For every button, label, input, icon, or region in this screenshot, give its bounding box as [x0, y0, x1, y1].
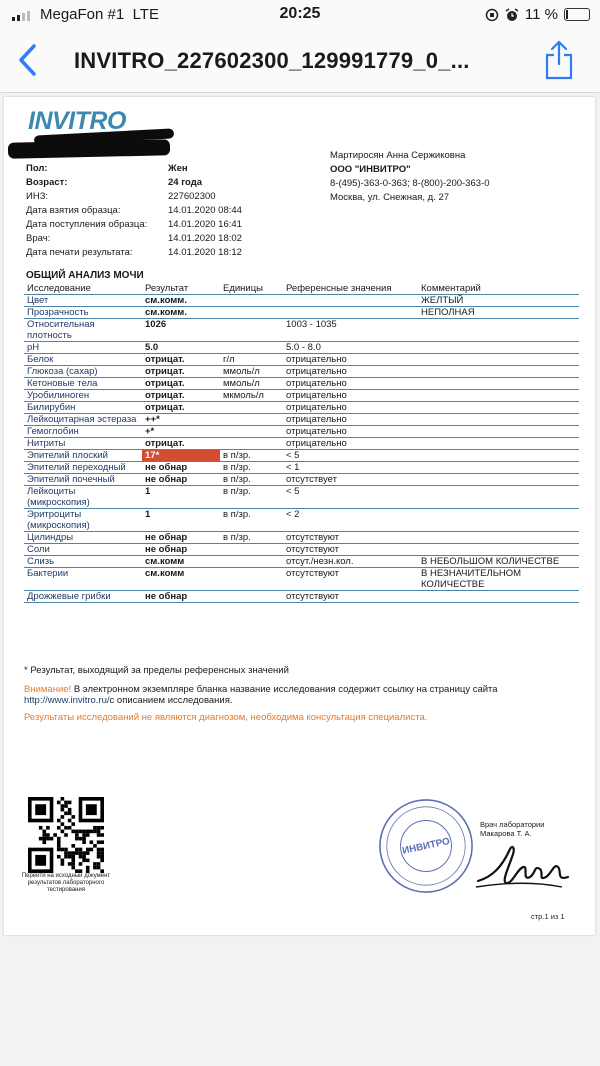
- status-icons: [485, 6, 590, 23]
- result-reference: отсутствуют: [283, 591, 409, 603]
- result-value: см.комм: [142, 568, 220, 591]
- result-test-name[interactable]: Глюкоза (сахар): [24, 366, 142, 378]
- result-test-name[interactable]: Уробилиноген: [24, 390, 142, 402]
- carrier-label: MegaFon #1 LTE: [40, 6, 159, 23]
- disclaimer: Результаты исследований не являются диагнозом, необходима консультация специалиста.: [24, 712, 428, 723]
- table-row: [24, 390, 579, 402]
- result-unit: [220, 438, 283, 450]
- result-reference: < 1: [283, 462, 409, 474]
- result-unit: [220, 591, 283, 603]
- notice-tail: с описанием исследования.: [109, 695, 233, 706]
- result-test-name[interactable]: Цилиндры: [24, 532, 142, 544]
- doctor-info: [480, 820, 544, 838]
- result-value: отрицат.: [142, 402, 220, 414]
- result-value: отрицат.: [142, 438, 220, 450]
- result-test-name[interactable]: Эпителий переходный: [24, 462, 142, 474]
- patient-field-value: 227602300: [168, 191, 216, 202]
- result-test-name[interactable]: Лейкоциты (микроскопия): [24, 486, 142, 509]
- result-test-name[interactable]: Эпителий почечный: [24, 474, 142, 486]
- orientation-lock-icon: [485, 8, 499, 22]
- table-row: [24, 319, 579, 342]
- result-comment: [409, 450, 579, 462]
- result-test-name[interactable]: Дрожжевые грибки: [24, 591, 142, 603]
- result-unit: [220, 402, 283, 414]
- result-value: не обнар: [142, 474, 220, 486]
- result-reference: [283, 307, 409, 319]
- result-value: не обнар: [142, 532, 220, 544]
- table-row: [24, 474, 579, 486]
- result-test-name[interactable]: Эпителий плоский: [24, 450, 142, 462]
- result-reference: отрицательно: [283, 354, 409, 366]
- result-comment: [409, 462, 579, 474]
- result-reference: отсутствуют: [283, 568, 409, 591]
- result-unit: [220, 426, 283, 438]
- result-unit: в п/зр.: [220, 474, 283, 486]
- result-comment: [409, 390, 579, 402]
- patient-field-value: 14.01.2020 16:41: [168, 219, 242, 230]
- qr-caption: Перейти на исходный документ результатов лабораторного тестирования: [21, 873, 111, 893]
- result-test-name[interactable]: Белок: [24, 354, 142, 366]
- patient-field-value: 14.01.2020 08:44: [168, 205, 242, 216]
- patient-field-value: 24 года: [168, 177, 203, 188]
- result-comment: [409, 509, 579, 532]
- table-row: [24, 462, 579, 474]
- result-unit: ммоль/л: [220, 366, 283, 378]
- lab-company: ООО "ИНВИТРО": [330, 164, 411, 175]
- alarm-icon: [505, 8, 519, 22]
- result-value: отрицат.: [142, 354, 220, 366]
- battery-icon: [564, 8, 590, 21]
- document-title: INVITRO_227602300_129991779_0_...: [74, 48, 470, 73]
- redaction-mark: [8, 139, 170, 158]
- result-unit: [220, 295, 283, 307]
- result-comment: [409, 319, 579, 342]
- patient-field-label: Врач:: [26, 233, 51, 244]
- page-number: стр.1 из 1: [531, 912, 565, 921]
- table-row: [24, 438, 579, 450]
- table-row: [24, 414, 579, 426]
- table-row: [24, 342, 579, 354]
- result-reference: < 5: [283, 486, 409, 509]
- result-test-name[interactable]: Эритроциты (микроскопия): [24, 509, 142, 532]
- result-comment: [409, 544, 579, 556]
- table-row: [24, 532, 579, 544]
- result-comment: [409, 414, 579, 426]
- col-test: Исследование: [24, 282, 142, 295]
- result-value: 1: [142, 509, 220, 532]
- result-test-name[interactable]: Слизь: [24, 556, 142, 568]
- result-value: 5.0: [142, 342, 220, 354]
- result-reference: отсутствуют: [283, 532, 409, 544]
- patient-field-label: Дата печати результата:: [26, 247, 133, 258]
- result-unit: в п/зр.: [220, 532, 283, 544]
- patient-field-value: 14.01.2020 18:02: [168, 233, 242, 244]
- doctor-title: Врач лаборатории: [480, 820, 545, 829]
- patient-field-label: Пол:: [26, 163, 48, 174]
- result-test-name[interactable]: Лейкоцитарная эстераза: [24, 414, 142, 426]
- table-row: [24, 450, 579, 462]
- result-test-name[interactable]: Бактерии: [24, 568, 142, 591]
- result-comment: [409, 402, 579, 414]
- result-reference: отрицательно: [283, 366, 409, 378]
- result-unit: [220, 342, 283, 354]
- result-value: не обнар: [142, 544, 220, 556]
- result-reference: < 5: [283, 450, 409, 462]
- patient-field-label: Дата поступления образца:: [26, 219, 148, 230]
- clock: 20:25: [279, 5, 321, 22]
- result-reference: отрицательно: [283, 414, 409, 426]
- battery-percent: 11 %: [524, 6, 558, 23]
- signature: [472, 837, 572, 897]
- section-title: ОБЩИЙ АНАЛИЗ МОЧИ: [26, 270, 144, 281]
- result-reference: отрицательно: [283, 390, 409, 402]
- result-value: 1026: [142, 319, 220, 342]
- result-unit: [220, 556, 283, 568]
- result-reference: отрицательно: [283, 402, 409, 414]
- table-row: [24, 378, 579, 390]
- result-comment: [409, 426, 579, 438]
- result-value: ++*: [142, 414, 220, 426]
- table-row: [24, 295, 579, 307]
- lab-stamp: [377, 797, 475, 895]
- invitro-logo: INVITRO: [28, 107, 126, 135]
- result-value: отрицат.: [142, 378, 220, 390]
- table-header: [24, 282, 579, 295]
- result-comment: НЕПОЛНАЯ: [409, 307, 579, 319]
- result-comment: [409, 354, 579, 366]
- patient-field-label: Возраст:: [26, 177, 68, 188]
- result-comment: В НЕБОЛЬШОМ КОЛИЧЕСТВЕ: [409, 556, 579, 568]
- result-unit: в п/зр.: [220, 450, 283, 462]
- result-test-name[interactable]: Билирубин: [24, 402, 142, 414]
- result-reference: отсутствует: [283, 474, 409, 486]
- notice-label: Внимание!: [24, 684, 72, 695]
- result-test-name[interactable]: Цвет: [24, 295, 142, 307]
- result-value: не обнар: [142, 462, 220, 474]
- result-comment: [409, 438, 579, 450]
- result-test-name[interactable]: Нитриты: [24, 438, 142, 450]
- result-test-name[interactable]: pH: [24, 342, 142, 354]
- result-unit: [220, 414, 283, 426]
- status-bar: [0, 0, 600, 30]
- result-reference: отсут./незн.кол.: [283, 556, 409, 568]
- col-comment: Комментарий: [409, 282, 579, 295]
- table-row: [24, 307, 579, 319]
- result-value: не обнар: [142, 591, 220, 603]
- table-row: [24, 568, 579, 591]
- result-value: отрицат.: [142, 390, 220, 402]
- table-row: [24, 366, 579, 378]
- result-comment: [409, 378, 579, 390]
- result-unit: [220, 307, 283, 319]
- result-comment: [409, 342, 579, 354]
- result-comment: [409, 591, 579, 603]
- patient-field-value: Жен: [168, 163, 188, 174]
- result-value: отрицат.: [142, 366, 220, 378]
- patient-field-label: ИНЗ:: [26, 191, 49, 202]
- share-icon[interactable]: [544, 40, 574, 80]
- result-comment: [409, 532, 579, 544]
- notice: [24, 684, 544, 706]
- result-value: см.комм.: [142, 307, 220, 319]
- result-value: 17*: [142, 450, 220, 462]
- col-unit: Единицы: [220, 282, 283, 295]
- qr-code[interactable]: [28, 797, 104, 873]
- result-reference: [283, 295, 409, 307]
- stamp-text: ИНВИТРО: [401, 836, 451, 857]
- result-unit: [220, 544, 283, 556]
- doctor-name: Макарова Т. А.: [480, 829, 532, 838]
- result-unit: в п/зр.: [220, 462, 283, 474]
- result-test-name[interactable]: Соли: [24, 544, 142, 556]
- result-unit: г/л: [220, 354, 283, 366]
- result-reference: отрицательно: [283, 426, 409, 438]
- result-comment: [409, 474, 579, 486]
- document-page: [4, 97, 595, 935]
- col-result: Результат: [142, 282, 220, 295]
- result-reference: 1003 - 1035: [283, 319, 409, 342]
- result-unit: ммоль/л: [220, 378, 283, 390]
- result-reference: отрицательно: [283, 378, 409, 390]
- result-comment: [409, 366, 579, 378]
- result-unit: [220, 568, 283, 591]
- back-chevron-icon[interactable]: [16, 42, 40, 78]
- table-row: [24, 544, 579, 556]
- result-test-name[interactable]: Кетоновые тела: [24, 378, 142, 390]
- result-test-name[interactable]: Гемоглобин: [24, 426, 142, 438]
- table-row: [24, 591, 579, 603]
- result-value: 1: [142, 486, 220, 509]
- result-unit: мкмоль/л: [220, 390, 283, 402]
- patient-field-label: Дата взятия образца:: [26, 205, 121, 216]
- result-value: см.комм: [142, 556, 220, 568]
- result-reference: отсутствуют: [283, 544, 409, 556]
- result-comment: [409, 486, 579, 509]
- results-table: [24, 282, 579, 603]
- invitro-link[interactable]: http://www.invitro.ru/: [24, 695, 110, 706]
- result-test-name[interactable]: Относительная плотность: [24, 319, 142, 342]
- result-unit: в п/зр.: [220, 486, 283, 509]
- result-value: см.комм.: [142, 295, 220, 307]
- result-reference: 5.0 - 8.0: [283, 342, 409, 354]
- patient-field-value: 14.01.2020 18:12: [168, 247, 242, 258]
- lab-address: Москва, ул. Снежная, д. 27: [330, 192, 450, 203]
- result-unit: в п/зр.: [220, 509, 283, 532]
- result-comment: ЖЕЛТЫЙ: [409, 295, 579, 307]
- result-reference: < 2: [283, 509, 409, 532]
- result-value: +*: [142, 426, 220, 438]
- result-reference: отрицательно: [283, 438, 409, 450]
- table-row: [24, 486, 579, 509]
- result-comment: В НЕЗНАЧИТЕЛЬНОМ КОЛИЧЕСТВЕ: [409, 568, 579, 591]
- footnote: * Результат, выходящий за пределы референсных значений: [24, 665, 289, 676]
- table-row: [24, 556, 579, 568]
- table-row: [24, 426, 579, 438]
- nav-bar: [0, 30, 600, 93]
- lab-person: Мартиросян Анна Сержиковна: [330, 150, 466, 161]
- table-row: [24, 509, 579, 532]
- table-row: [24, 402, 579, 414]
- lab-phones: 8-(495)-363-0-363; 8-(800)-200-363-0: [330, 178, 490, 189]
- notice-text: В электронном экземпляре бланка название исследования содержит ссылку на страницу сайта: [71, 684, 498, 695]
- result-unit: [220, 319, 283, 342]
- table-row: [24, 354, 579, 366]
- result-test-name[interactable]: Прозрачность: [24, 307, 142, 319]
- col-reference: Референсные значения: [283, 282, 409, 295]
